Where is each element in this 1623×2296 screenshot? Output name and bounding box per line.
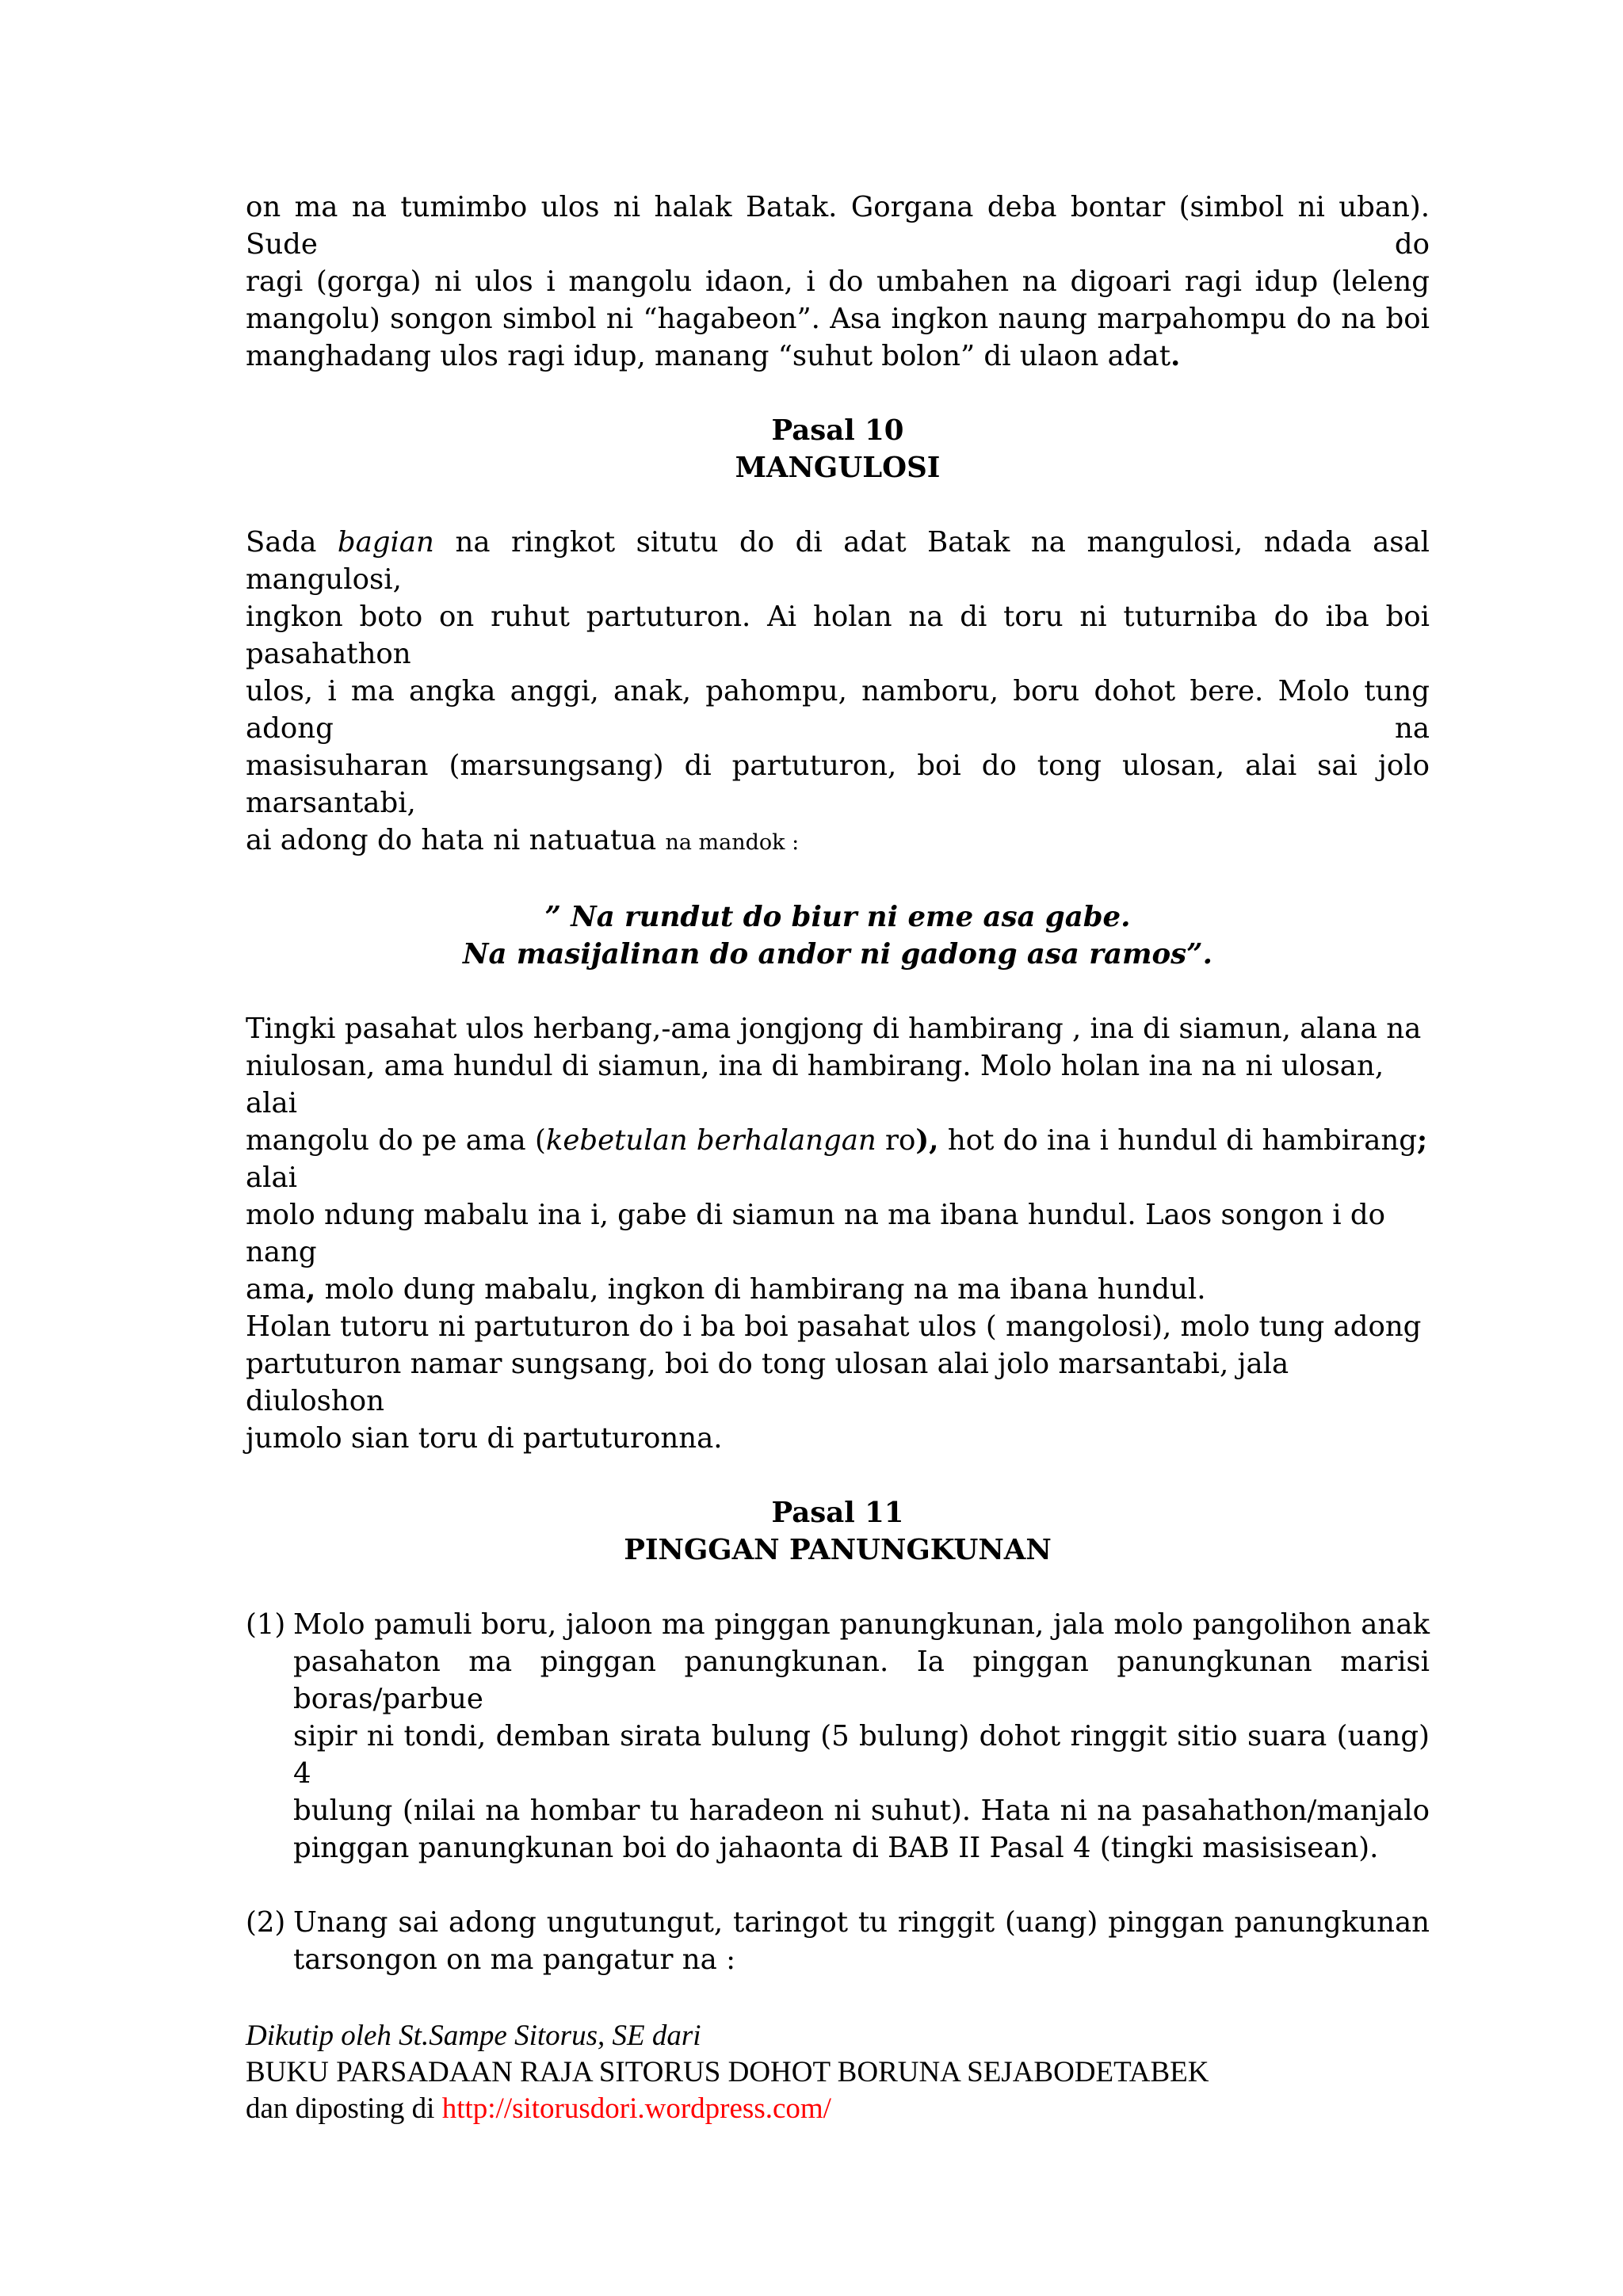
item-1-text — [293, 1606, 1430, 1867]
p10-p2-line-5-b: , — [306, 1273, 316, 1306]
quote-line-2: Na masijalinan do andor ni gadong asa ramos”. — [463, 938, 1212, 971]
p10-p2-line-4: molo ndung mabalu ina i, gabe di siamun na ma ibana hundul. Laos songon i do nang — [246, 1199, 1385, 1268]
pasal-10-title: MANGULOSI — [735, 452, 941, 484]
p10-p1-line-1 — [246, 524, 1430, 598]
footer-credit-block — [246, 2018, 1430, 2127]
quote-line-1: ” Na rundut do biur ni eme asa gabe. — [544, 901, 1131, 933]
item-2-number: (2) — [246, 1906, 286, 1939]
p10-p1-line-1-b: na ringkot situtu do di adat Batak na mangulosi, ndada asal mangulosi, — [246, 526, 1430, 596]
pasal-10-paragraph-1 — [246, 524, 1430, 861]
item-1-number: (1) — [246, 1608, 286, 1641]
intro-line-4-text: manghadang ulos ragi idup, manang “suhut bolon” di ulaon adat — [246, 340, 1170, 372]
p10-p2-line-3 — [246, 1122, 1430, 1196]
footer-posted — [246, 2091, 1430, 2127]
pasal-11-title: PINGGAN PANUNGKUNAN — [624, 1534, 1052, 1566]
p10-p2-line-3-d: hot do ina i hundul di hambirang — [938, 1124, 1417, 1157]
p10-p2-line-1: Tingki pasahat ulos herbang,-ama jongjong di hambirang , ina di siamun, alana na — [246, 1013, 1422, 1045]
item-1-line-3: sipir ni tondi, demban sirata bulung (5 bulung) dohot ringgit sitio suara (uang) 4 — [293, 1720, 1430, 1790]
item-1-line-2: pasahaton ma pinggan panungkunan. Ia pinggan panungkunan marisi boras/parbue — [293, 1646, 1430, 1715]
p10-p1-line-4: masisuharan (marsungsang) di partuturon, boi do tong ulosan, alai sai jolo marsantabi, — [246, 749, 1430, 819]
item-1-line-5: pinggan panungkunan boi do jahaonta di BAB II Pasal 4 (tingki masisisean). — [293, 1832, 1379, 1864]
intro-line-4 — [246, 338, 1430, 375]
intro-line-3: mangolu) songon simbol ni “hagabeon”. Asa ingkon naung marpahompu do na boi — [246, 303, 1430, 335]
p10-p2-line-3-b: ro — [876, 1124, 916, 1157]
intro-line-4-dot: . — [1170, 340, 1181, 372]
footer-credit: Dikutip oleh St.Sampe Sitorus, SE dari — [246, 2019, 701, 2052]
pasal-11-item-1 — [246, 1606, 1430, 1867]
p10-p2-line-5-a: ama — [246, 1273, 306, 1306]
p10-p2-line-5-c: molo dung mabalu, ingkon di hambirang na ma ibana hundul. — [315, 1273, 1206, 1306]
item-1-line-4: bulung (nilai na hombar tu haradeon ni suhut). Hata ni na pasahathon/manjalo — [293, 1794, 1430, 1827]
p10-p2-line-3-e: ; — [1416, 1124, 1428, 1157]
pasal-10-number: Pasal 10 — [771, 414, 904, 447]
p10-p1-line-5 — [246, 822, 1430, 861]
p10-p1-line-5-a: ai adong do hata ni natuatua — [246, 824, 666, 856]
item-2-line-2: tarsongon on ma pangatur na : — [293, 1943, 736, 1976]
footer-url-link[interactable]: http://sitorusdori.wordpress.com/ — [441, 2092, 831, 2125]
p10-p2-line-5 — [246, 1271, 1430, 1308]
p10-p2-line-2: niulosan, ama hundul di siamun, ina di hambirang. Molo holan ina na ni ulosan, alai — [246, 1050, 1384, 1119]
footer-book-title: BUKU PARSADAAN RAJA SITORUS DOHOT BORUNA SEJABODETABEK — [246, 2056, 1209, 2088]
pasal-11-item-2 — [246, 1904, 1430, 1978]
intro-paragraph — [246, 189, 1430, 375]
item-2-text — [293, 1904, 1430, 1978]
pasal-11-number: Pasal 11 — [771, 1497, 904, 1529]
item-1-line-1: Molo pamuli boru, jaloon ma pinggan panungkunan, jala molo pangolihon anak — [293, 1608, 1430, 1641]
p10-p2-line-3-f: alai — [246, 1161, 298, 1194]
p10-p2-line-8: jumolo sian toru di partuturonna. — [246, 1422, 723, 1455]
document-content — [246, 189, 1430, 2127]
p10-p1-line-3: ulos, i ma angka anggi, anak, pahompu, namboru, boru dohot bere. Molo tung adong na — [246, 675, 1430, 745]
intro-line-1: on ma na tumimbo ulos ni halak Batak. Gorgana deba bontar (simbol ni uban). Sude do — [246, 191, 1430, 261]
intro-line-2: ragi (gorga) ni ulos i mangolu idaon, i do umbahen na digoari ragi idup (leleng — [246, 265, 1430, 298]
p10-p2-line-3-a: mangolu do pe ama ( — [246, 1124, 546, 1157]
p10-p2-line-3-italic: kebetulan berhalangan — [545, 1124, 876, 1157]
p10-p1-line-1-italic: bagian — [337, 526, 434, 559]
p10-p2-line-3-c: ), — [915, 1124, 939, 1157]
p10-p1-line-5-small: na mandok : — [665, 830, 800, 855]
p10-p2-line-7: partuturon namar sungsang, boi do tong ulosan alai jolo marsantabi, jala diuloshon — [246, 1348, 1289, 1417]
p10-p1-line-2: ingkon boto on ruhut partuturon. Ai holan na di toru ni tuturniba do iba boi pasahathon — [246, 601, 1430, 670]
footer-posted-prefix: dan diposting di — [246, 2092, 442, 2125]
p10-p2-line-6: Holan tutoru ni partuturon do i ba boi pasahat ulos ( mangolosi), molo tung adong — [246, 1310, 1422, 1343]
item-2-line-1: Unang sai adong ungutungut, taringot tu ringgit (uang) pinggan panungkunan — [293, 1906, 1430, 1939]
pasal-10-paragraph-2 — [246, 1010, 1430, 1457]
p10-p1-line-1-a: Sada — [246, 526, 338, 559]
